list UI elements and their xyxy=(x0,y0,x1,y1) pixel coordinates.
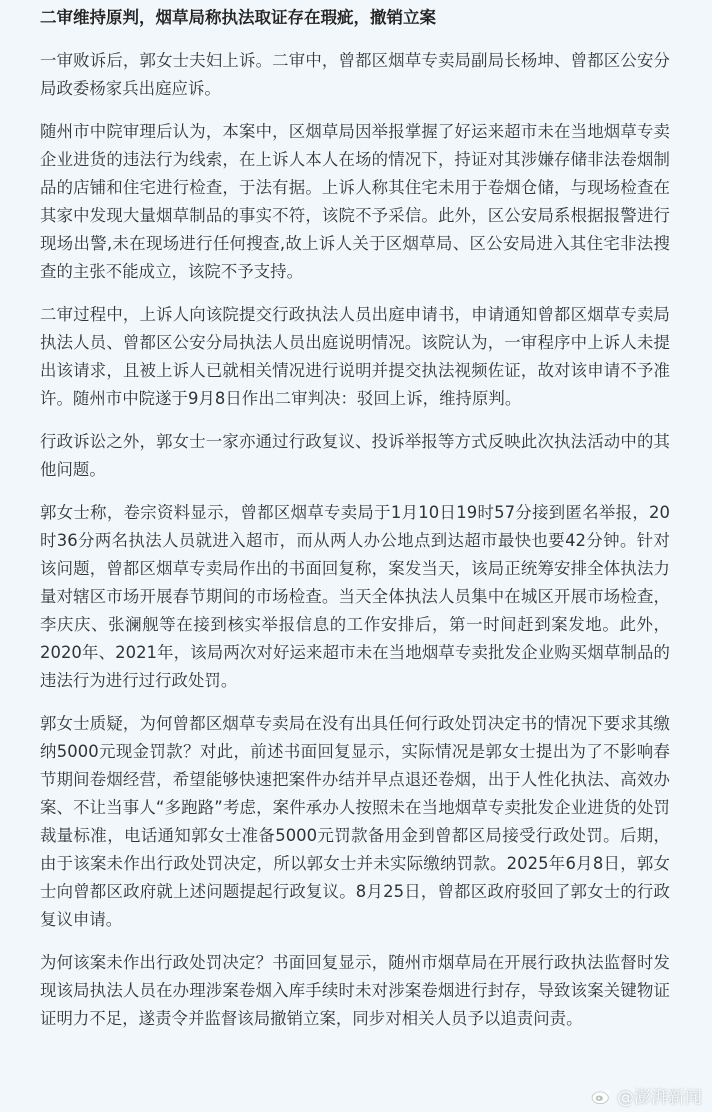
paragraph-court-reasoning: 随州市中院审理后认为，本案中，区烟草局因举报掌握了好运来超市未在当地烟草专卖企业进货的违法行为线索，在上诉人本人在场的情况下，持证对其涉嫌存储非法卷烟制品的店铺和住宅进行检查，于法有据。上诉人称其住宅未用于卷烟仓储，与现场检查在其家中发现大量烟草制品的事实不符，该院不予采信。此外，区公安局系根据报警进行现场出警,未在现场进行任何搜查,故上诉人关于区烟草局、区公安局进入其住宅非法搜查的主张不能成立，该院不予支持。 xyxy=(40,122,670,281)
watermark-label: @澎湃新闻 xyxy=(617,1088,702,1108)
weibo-icon xyxy=(591,1087,613,1105)
paragraph-fine-question: 郭女士质疑，为何曾都区烟草专卖局在没有出具任何行政处罚决定书的情况下要求其缴纳5000元现金罚款？对此，前述书面回复显示，实际情况是郭女士提出为了不影响春节期间卷烟经营，希望能够快速把案件办结并早点退还卷烟，出于人性化执法、高效办案、不让当事人“多跑路”考虑，案件承办人按照未在当地烟草专卖批发企业进货的处罚裁量标准，电话通知郭女士准备5000元罚款备用金到曾都区局接受行政处罚。后期，由于该案未作出行政处罚决定，所以郭女士并未实际缴纳罚款。2025年6月8日，郭女士向曾都区政府就上述问题提起行政复议。8月25日，曾都区政府驳回了郭女士的行政复议申请。 xyxy=(40,714,670,929)
source-watermark xyxy=(591,1083,702,1108)
paragraph-case-withdrawn: 为何该案未作出行政处罚决定？书面回复显示，随州市烟草局在开展行政执法监督时发现该局执法人员在办理涉案卷烟入库手续时未对涉案卷烟进行封存，导致该案关键物证证明力不足，遂责令并监督该局撤销立案，同步对相关人员予以追责问责。 xyxy=(40,953,670,1028)
paragraph-other-channels: 行政诉讼之外，郭女士一家亦通过行政复议、投诉举报等方式反映此次执法活动中的其他问题。 xyxy=(40,432,670,479)
paragraph-appeal: 一审败诉后，郭女士夫妇上诉。二审中，曾都区烟草专卖局副局长杨坤、曾都区公安分局政委杨家兵出庭应诉。 xyxy=(40,51,670,98)
paragraph-timeline: 郭女士称，卷宗资料显示，曾都区烟草专卖局于1月10日19时57分接到匿名举报，20时36分两名执法人员就进入超市，而从两人办公地点到达超市最快也要42分钟。针对该问题，曾都区烟草专卖局作出的书面回复称，案发当天，该局正统筹安排全体执法力量对辖区市场开展春节期间的市场检查。当天全体执法人员集中在城区开展市场检查，李庆庆、张澜舰等在接到核实举报信息的工作安排后，第一时间赶到案发地。此外，2020年、2021年，该局两次对好运来超市未在当地烟草专卖批发企业购买烟草制品的违法行为进行过行政处罚。 xyxy=(40,503,670,690)
paragraph-second-trial: 二审过程中，上诉人向该院提交行政执法人员出庭申请书，申请通知曾都区烟草专卖局执法人员、曾都区公安分局执法人员出庭说明情况。该院认为，一审程序中上诉人未提出该请求，且被上诉人已就相关情况进行说明并提交执法视频佐证，故对该申请不予准许。随州市中院遂于9月8日作出二审判决：驳回上诉，维持原判。 xyxy=(40,305,670,408)
article-heading: 二审维持原判，烟草局称执法取证存在瑕疵，撤销立案 xyxy=(40,8,436,27)
article xyxy=(40,0,670,1048)
